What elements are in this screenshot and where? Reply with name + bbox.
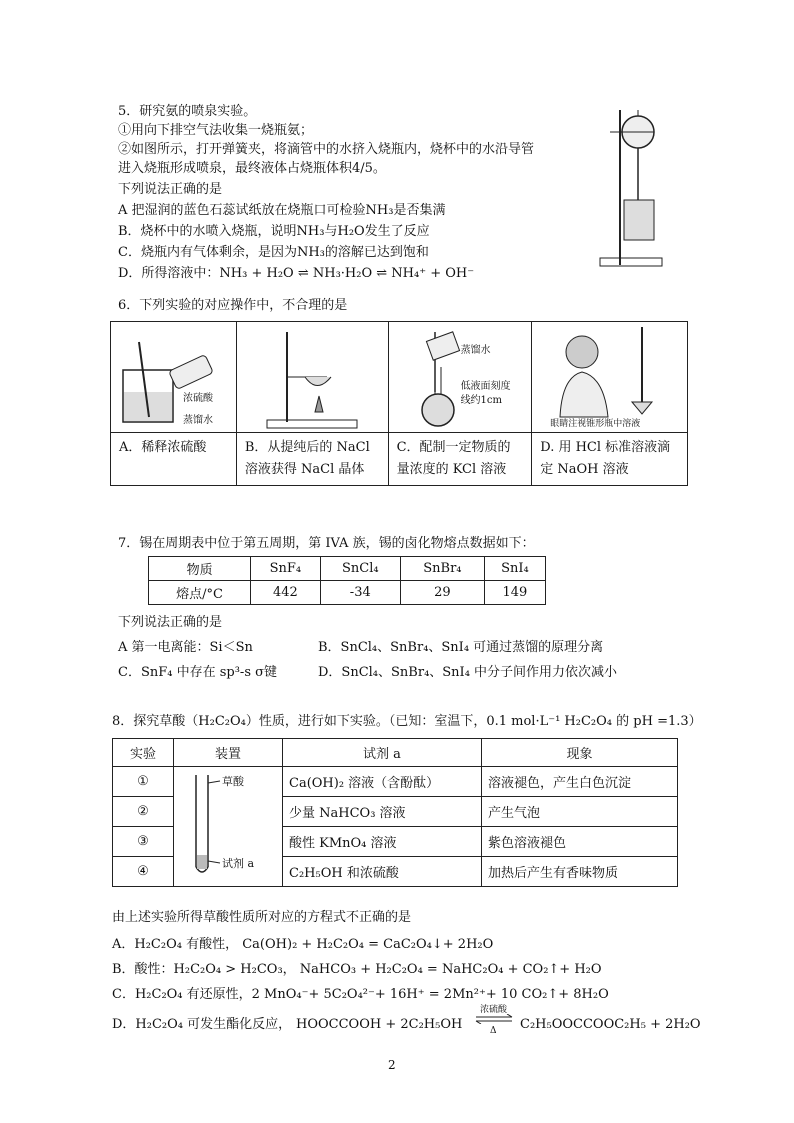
q6-figure-b (236, 322, 388, 433)
q8-apparatus-cell (174, 767, 283, 887)
q8-option-c: C．H₂C₂O₄ 有还原性，2 MnO₄⁻+ 5C₂O₄²⁻+ 16H⁺ = 2Mn²⁺+ 10 CO₂↑+ 8H₂O (112, 987, 609, 1002)
q5-option-a: A 把湿润的蓝色石蕊试纸放在烧瓶口可检验NH₃是否集满 (118, 203, 446, 218)
q8-option-d-products: C₂H₅OOCCOOC₂H₅ + 2H₂O (520, 1017, 701, 1032)
q8-option-d-reactants: HOOCCOOH + 2C₂H₅OH (296, 1017, 463, 1032)
q8-row3-phenomenon: 紫色溶液褪色 (482, 827, 678, 857)
q6-caption-b (236, 433, 388, 486)
q5-option-d: D．所得溶液中：NH₃ + H₂O ⇌ NH₃·H₂O ⇌ NH₄⁺ + OH⁻ (118, 266, 475, 281)
q8-option-b: B．酸性：H₂C₂O₄ > H₂CO₃， NaHCO₃ + H₂C₂O₄ = NaHC₂O₄ + CO₂↑+ H₂O (112, 962, 602, 977)
q8-row4-reagent: C₂H₅OH 和浓硫酸 (283, 857, 482, 887)
label-watch-flask: 眼睛注视锥形瓶中溶液 (550, 419, 641, 429)
q7-cell-2: -34 (320, 581, 400, 605)
q6-figure-d (532, 322, 688, 433)
q6-caption-d (532, 433, 688, 486)
q8-title: 8．探究草酸（H₂C₂O₄）性质，进行如下实验。（已知：室温下，0.1 mol·L⁻¹ H₂C₂O₄ 的 pH =1.3） (112, 714, 702, 729)
q6-table (110, 321, 688, 486)
q5-step2b: 进入烧瓶形成喷泉，最终液体占烧瓶体积4/5。 (118, 161, 386, 176)
q8-row2-num: ② (113, 797, 174, 827)
q8-header-2: 试剂 a (283, 739, 482, 767)
q5-title: 5．研究氨的喷泉实验。 (118, 104, 257, 119)
q6-caption-c (388, 433, 532, 486)
beaker-dilution-icon (111, 322, 237, 432)
q6-title: 6．下列实验的对应操作中，不合理的是 (118, 298, 348, 313)
q6-caption-b1: B．从提纯后的 NaCl (244, 440, 370, 455)
q8-option-d-prefix: D．H₂C₂O₄ 可发生酯化反应， (112, 1017, 292, 1032)
q8-row1-reagent: Ca(OH)₂ 溶液（含酚酞） (283, 767, 482, 797)
q8-header-1: 装置 (174, 739, 283, 767)
q8-header-0: 实验 (113, 739, 174, 767)
label-distilled-water-c: 蒸馏水 (460, 345, 491, 356)
q5-option-c: C．烧瓶内有气体剩余，是因为NH₃的溶解已达到饱和 (118, 245, 429, 260)
q7-cell-3: 29 (400, 581, 484, 605)
q6-caption-b2: 溶液获得 NaCl 晶体 (244, 462, 365, 477)
q6-figure-c (388, 322, 532, 433)
q7-cell-1: 442 (251, 581, 320, 605)
q6-caption-d1: D. 用 HCl 标准溶液滴 (540, 440, 671, 455)
q6-caption-c2: 量浓度的 KCl 溶液 (396, 462, 507, 477)
q7-title: 7．锡在周期表中位于第五周期，第 IVA 族，锡的卤化物熔点数据如下： (118, 536, 535, 551)
q7-option-c: C．SnF₄ 中存在 sp³-s σ键 (118, 665, 277, 680)
volumetric-flask-icon (389, 322, 533, 432)
q7-cell-4: 149 (484, 581, 545, 605)
q6-caption-d2: 定 NaOH 溶液 (540, 462, 629, 477)
q8-table (112, 738, 678, 887)
q8-row2-reagent: 少量 NaHCO₃ 溶液 (283, 797, 482, 827)
q6-figure-a (111, 322, 237, 433)
q5-step1: ①用向下排空气法收集一烧瓶氨； (118, 123, 314, 138)
q8-row3-num: ③ (113, 827, 174, 857)
fountain-apparatus-figure (590, 100, 670, 270)
q8-row3-reagent: 酸性 KMnO₄ 溶液 (283, 827, 482, 857)
q8-prompt: 由上述实验所得草酸性质所对应的方程式不正确的是 (112, 910, 412, 925)
q7-table (148, 556, 546, 605)
q7-header-4: SnI₄ (484, 557, 545, 581)
q5-option-b: B．烧杯中的水喷入烧瓶，说明NH₃与H₂O发生了反应 (118, 224, 430, 239)
q7-header-2: SnCl₄ (320, 557, 400, 581)
q7-option-d: D．SnCl₄、SnBr₄、SnI₄ 中分子间作用力依次减小 (318, 665, 618, 680)
q8-option-d-catalyst: 浓硫酸 (480, 1005, 508, 1015)
q5-prompt: 下列说法正确的是 (118, 182, 223, 197)
q8-header-3: 现象 (482, 739, 678, 767)
q8-option-a: A．H₂C₂O₄ 有酸性， Ca(OH)₂ + H₂C₂O₄ = CaC₂O₄↓+ 2H₂O (112, 937, 494, 952)
q6-caption-a (111, 433, 237, 486)
q8-option-d-heat: Δ (490, 1026, 497, 1036)
evaporation-dish-icon (237, 322, 389, 432)
q8-row1-num: ① (113, 767, 174, 797)
q7-header-1: SnF₄ (251, 557, 320, 581)
q7-option-b: B．SnCl₄、SnBr₄、SnI₄ 可通过蒸馏的原理分离 (318, 640, 604, 655)
q8-row4-num: ④ (113, 857, 174, 887)
label-liquid-level: 低液面刻度 (460, 381, 511, 392)
q7-cell-0: 熔点/°C (149, 581, 251, 605)
q6-caption-a-text: A．稀释浓硫酸 (119, 440, 207, 455)
label-1cm: 线约1cm (460, 395, 503, 406)
q5-step2a: ②如图所示，打开弹簧夹，将滴管中的水挤入烧瓶内，烧杯中的水沿导管 (118, 142, 535, 157)
q7-header-0: 物质 (149, 557, 251, 581)
label-distilled-water: 蒸馏水 (183, 415, 213, 426)
tube-label-oxalic: 草酸 (222, 775, 244, 788)
tube-label-reagent: 试剂 a (222, 857, 255, 870)
q6-caption-c1: C．配制一定物质的 (396, 440, 511, 455)
q8-row2-phenomenon: 产生气泡 (482, 797, 678, 827)
page-number: 2 (388, 1058, 396, 1072)
q7-header-3: SnBr₄ (400, 557, 484, 581)
q8-row4-phenomenon: 加热后产生有香味物质 (482, 857, 678, 887)
q8-row1-phenomenon: 溶液褪色，产生白色沉淀 (482, 767, 678, 797)
q7-prompt: 下列说法正确的是 (118, 615, 223, 630)
label-conc-sulfuric: 浓硫酸 (183, 393, 213, 404)
q7-option-a: A 第一电离能：Si＜Sn (118, 640, 253, 655)
